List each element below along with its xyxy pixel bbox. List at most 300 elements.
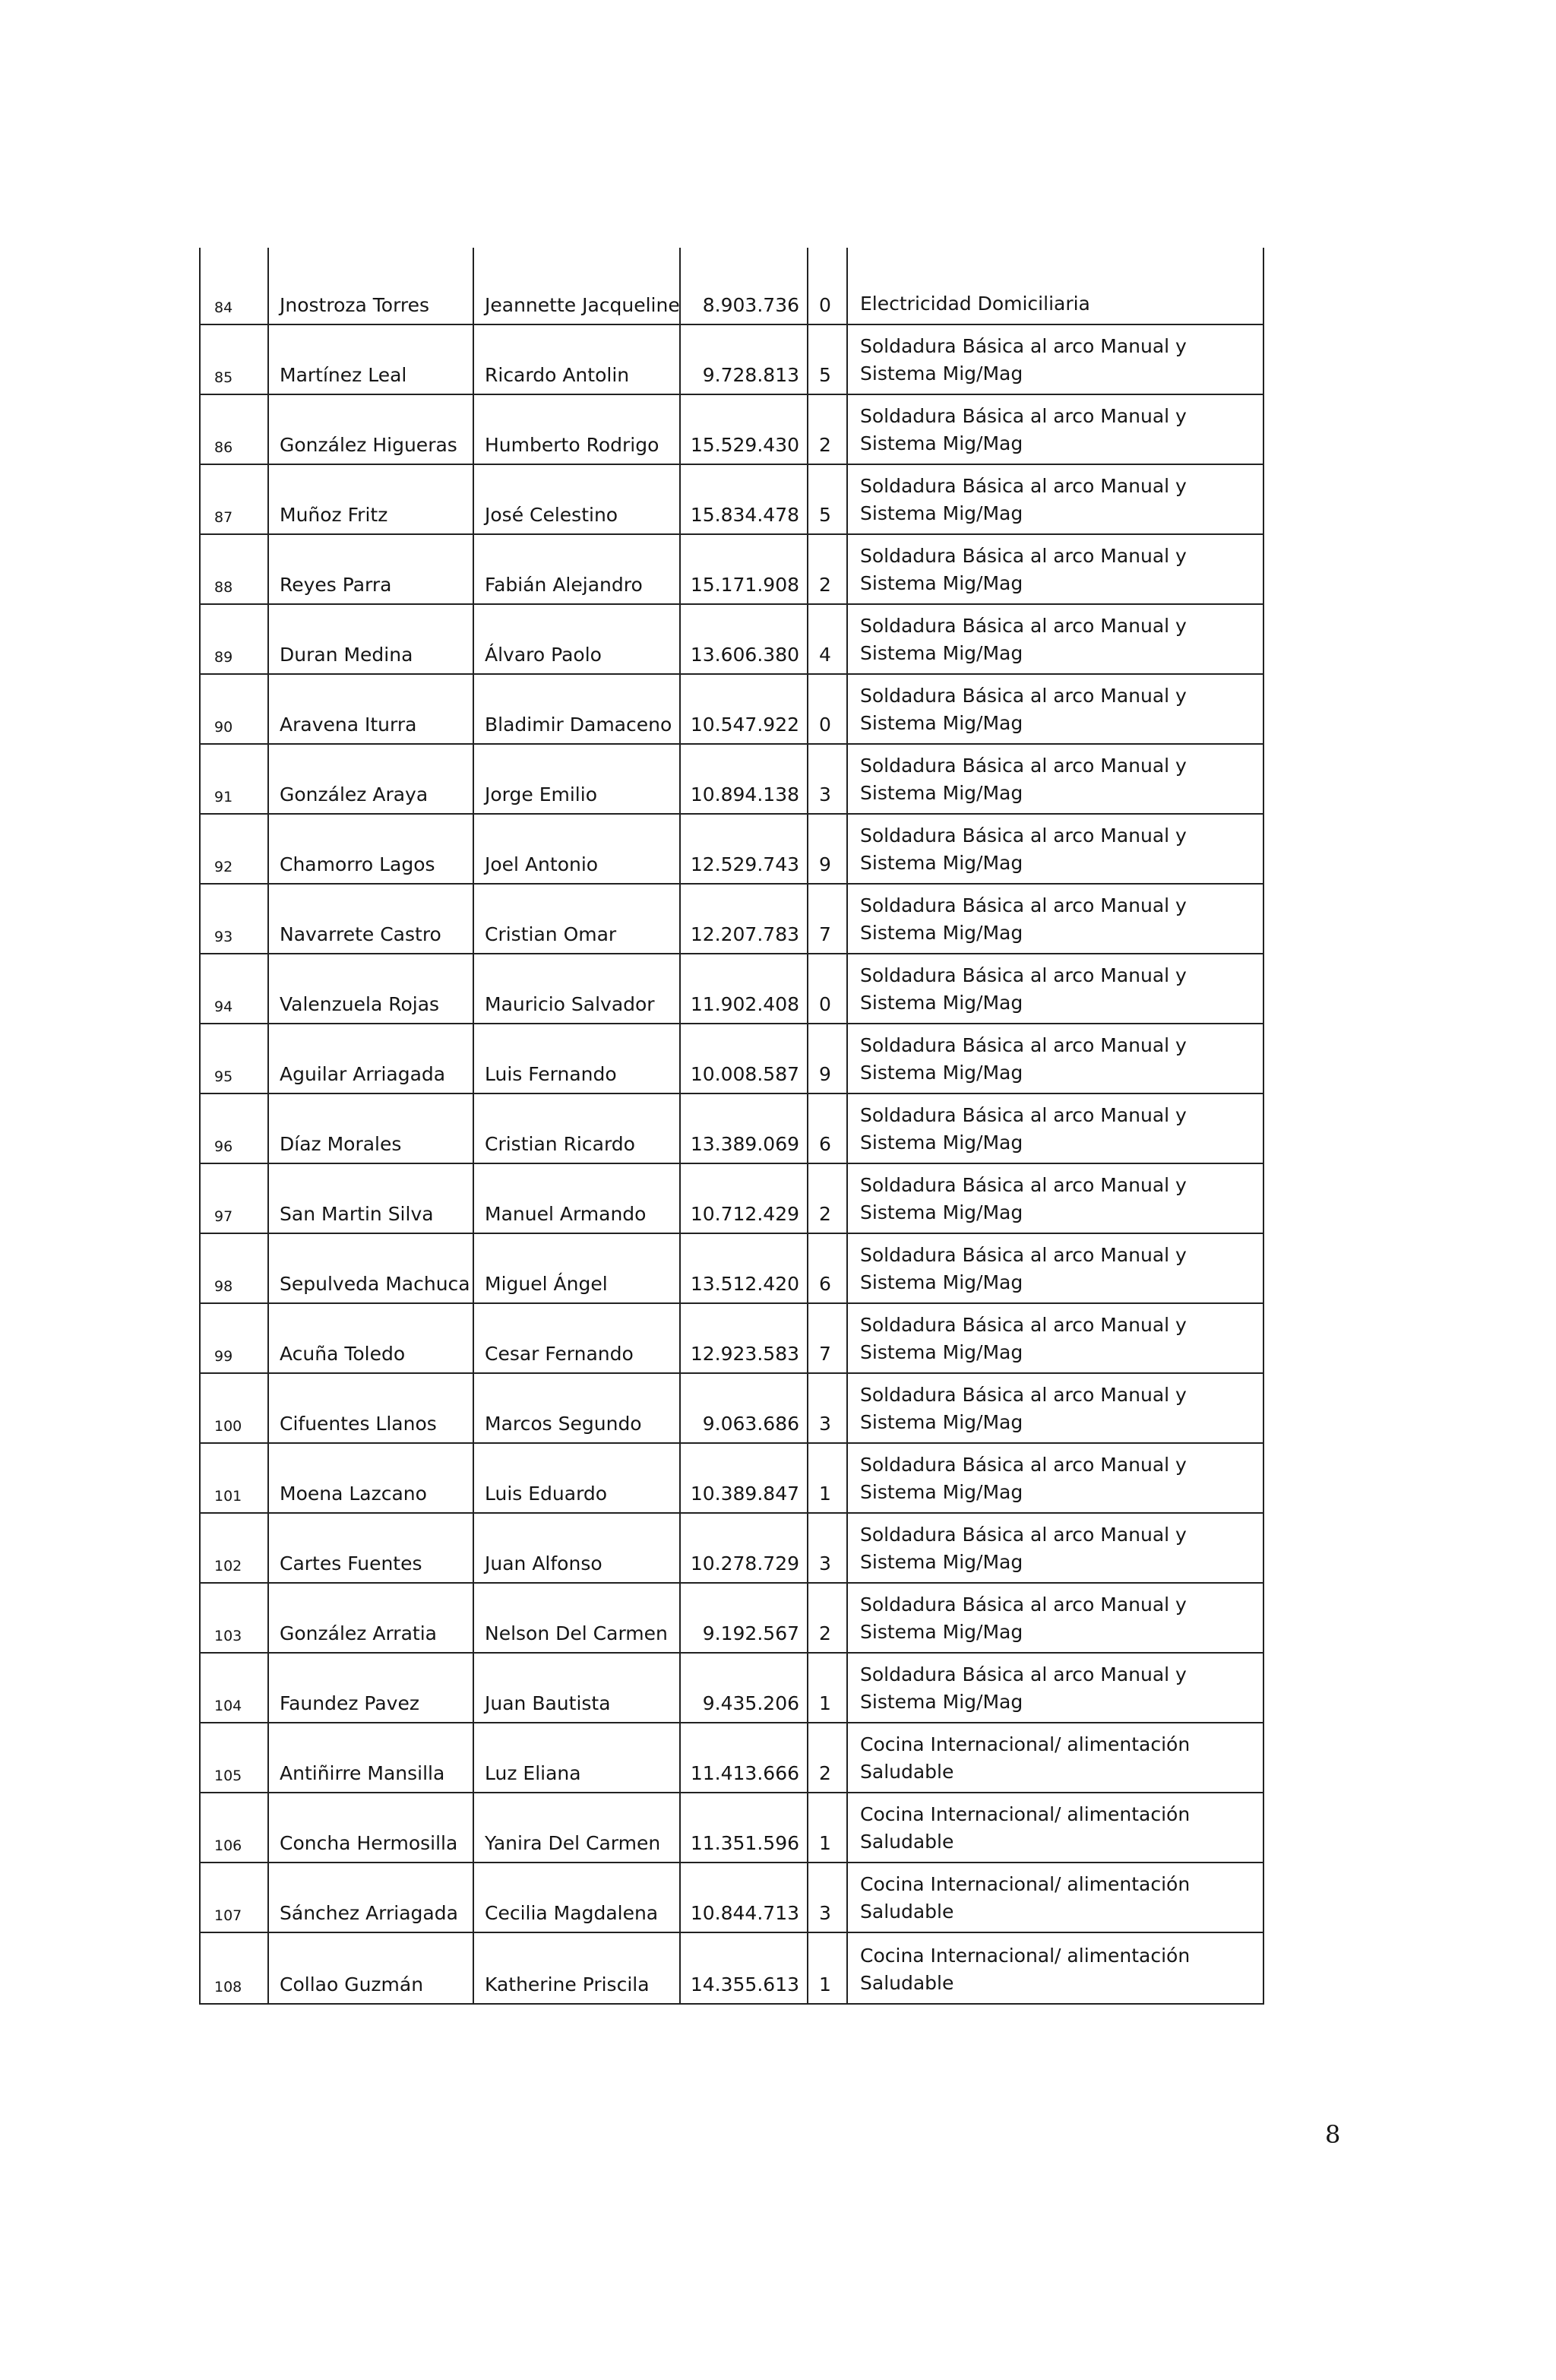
last-name-column-cell bbox=[269, 1024, 474, 1093]
table-row bbox=[201, 1024, 1263, 1094]
first-name-column-cell bbox=[474, 675, 681, 743]
row-number: 84 bbox=[214, 299, 233, 316]
row-number: 87 bbox=[214, 509, 233, 526]
last-name-cell: Díaz Morales bbox=[280, 1133, 402, 1155]
last-name-cell: Cartes Fuentes bbox=[280, 1552, 422, 1575]
row-number bbox=[201, 395, 269, 464]
last-name-cell: González Arratia bbox=[280, 1622, 437, 1644]
first-name-cell: Luis Eduardo bbox=[485, 1483, 608, 1505]
rut-column-cell bbox=[681, 535, 808, 603]
rut-cell: 14.355.613 bbox=[690, 1973, 799, 1995]
course-cell: Soldadura Básica al arco Manual y Sistema Mig/Mag bbox=[860, 1174, 1187, 1223]
check-digit-cell: 1 bbox=[819, 1692, 831, 1714]
row-number: 97 bbox=[214, 1208, 233, 1225]
row-number: 98 bbox=[214, 1278, 233, 1295]
check-digit-cell: 9 bbox=[819, 853, 831, 875]
course-cell: Soldadura Básica al arco Manual y Sistema Mig/Mag bbox=[860, 1104, 1187, 1154]
course-column-cell bbox=[848, 1374, 1263, 1442]
row-number: 106 bbox=[214, 1837, 242, 1854]
course-cell: Soldadura Básica al arco Manual y Sistema Mig/Mag bbox=[860, 894, 1187, 944]
last-name-column-cell bbox=[269, 1374, 474, 1442]
check-digit-column-cell bbox=[808, 954, 848, 1023]
rut-cell: 12.207.783 bbox=[690, 923, 799, 945]
check-digit-column-cell bbox=[808, 1793, 848, 1862]
row-number: 104 bbox=[214, 1698, 242, 1714]
table-row bbox=[201, 465, 1263, 535]
last-name-column-cell bbox=[269, 1304, 474, 1372]
rut-cell: 10.389.847 bbox=[690, 1483, 799, 1505]
last-name-column-cell bbox=[269, 1654, 474, 1722]
check-digit-column-cell bbox=[808, 465, 848, 533]
table-row bbox=[201, 1584, 1263, 1654]
row-number bbox=[201, 465, 269, 533]
rut-column-cell bbox=[681, 1793, 808, 1862]
course-column-cell bbox=[848, 1234, 1263, 1302]
last-name-column-cell bbox=[269, 395, 474, 464]
last-name-cell: González Araya bbox=[280, 783, 429, 805]
row-number: 105 bbox=[214, 1768, 242, 1784]
course-cell: Soldadura Básica al arco Manual y Sistema Mig/Mag bbox=[860, 405, 1187, 454]
course-cell: Soldadura Básica al arco Manual y Sistema Mig/Mag bbox=[860, 545, 1187, 594]
table-row bbox=[201, 1514, 1263, 1584]
first-name-column-cell bbox=[474, 1444, 681, 1512]
check-digit-cell: 1 bbox=[819, 1483, 831, 1505]
row-number bbox=[201, 1793, 269, 1862]
rut-cell: 11.902.408 bbox=[690, 993, 799, 1015]
first-name-cell: Fabián Alejandro bbox=[485, 574, 643, 596]
last-name-cell: Cifuentes Llanos bbox=[280, 1413, 437, 1435]
rut-cell: 11.351.596 bbox=[690, 1832, 799, 1854]
rut-cell: 10.844.713 bbox=[690, 1902, 799, 1924]
last-name-column-cell bbox=[269, 885, 474, 953]
course-column-cell bbox=[848, 745, 1263, 813]
check-digit-cell: 0 bbox=[819, 294, 831, 316]
check-digit-cell: 2 bbox=[819, 574, 831, 596]
course-cell: Soldadura Básica al arco Manual y Sistema Mig/Mag bbox=[860, 615, 1187, 664]
row-number bbox=[201, 535, 269, 603]
course-cell: Soldadura Básica al arco Manual y Sistema Mig/Mag bbox=[860, 1524, 1187, 1573]
table-row bbox=[201, 1793, 1263, 1863]
first-name-cell: Álvaro Paolo bbox=[485, 644, 602, 666]
course-column-cell bbox=[848, 465, 1263, 533]
course-column-cell bbox=[848, 675, 1263, 743]
first-name-cell: Juan Bautista bbox=[485, 1692, 611, 1714]
last-name-cell: Aravena Iturra bbox=[280, 714, 417, 736]
rut-column-cell bbox=[681, 1234, 808, 1302]
table-row bbox=[201, 605, 1263, 675]
check-digit-column-cell bbox=[808, 1094, 848, 1163]
row-number: 85 bbox=[214, 369, 233, 386]
table-row bbox=[201, 745, 1263, 815]
last-name-cell: Martínez Leal bbox=[280, 364, 407, 386]
check-digit-cell: 2 bbox=[819, 1762, 831, 1784]
first-name-column-cell bbox=[474, 1374, 681, 1442]
rut-column-cell bbox=[681, 1933, 808, 2003]
page-number: 8 bbox=[1325, 2120, 1341, 2149]
row-number: 107 bbox=[214, 1907, 242, 1924]
first-name-cell: Miguel Ángel bbox=[485, 1273, 608, 1295]
table-row bbox=[201, 395, 1263, 465]
row-number bbox=[201, 885, 269, 953]
row-number: 93 bbox=[214, 929, 233, 945]
check-digit-column-cell bbox=[808, 248, 848, 324]
first-name-column-cell bbox=[474, 1793, 681, 1862]
table-row bbox=[201, 325, 1263, 395]
row-number bbox=[201, 1304, 269, 1372]
rut-cell: 15.834.478 bbox=[690, 504, 799, 526]
check-digit-cell: 7 bbox=[819, 923, 831, 945]
course-cell: Soldadura Básica al arco Manual y Sistema Mig/Mag bbox=[860, 475, 1187, 524]
row-number: 101 bbox=[214, 1488, 242, 1505]
row-number bbox=[201, 1094, 269, 1163]
check-digit-column-cell bbox=[808, 1863, 848, 1932]
rut-cell: 10.008.587 bbox=[690, 1063, 799, 1085]
course-column-cell bbox=[848, 535, 1263, 603]
first-name-column-cell bbox=[474, 1723, 681, 1792]
table-row bbox=[201, 954, 1263, 1024]
rut-column-cell bbox=[681, 815, 808, 883]
first-name-cell: Jeannette Jacqueline bbox=[485, 294, 680, 316]
check-digit-cell: 7 bbox=[819, 1343, 831, 1365]
first-name-cell: Jorge Emilio bbox=[485, 783, 597, 805]
row-number bbox=[201, 1863, 269, 1932]
course-cell: Soldadura Básica al arco Manual y Sistema Mig/Mag bbox=[860, 1594, 1187, 1643]
check-digit-column-cell bbox=[808, 1444, 848, 1512]
check-digit-column-cell bbox=[808, 1514, 848, 1582]
check-digit-cell: 3 bbox=[819, 1552, 831, 1575]
course-cell: Cocina Internacional/ alimentación Saludable bbox=[860, 1945, 1191, 1994]
last-name-cell: Navarrete Castro bbox=[280, 923, 441, 945]
row-number bbox=[201, 248, 269, 324]
row-number: 103 bbox=[214, 1628, 242, 1644]
row-number: 95 bbox=[214, 1068, 233, 1085]
check-digit-column-cell bbox=[808, 1374, 848, 1442]
last-name-column-cell bbox=[269, 1514, 474, 1582]
first-name-column-cell bbox=[474, 248, 681, 324]
course-cell: Cocina Internacional/ alimentación Saludable bbox=[860, 1873, 1191, 1923]
check-digit-cell: 6 bbox=[819, 1133, 831, 1155]
first-name-cell: Joel Antonio bbox=[485, 853, 599, 875]
row-number bbox=[201, 1933, 269, 2003]
row-number: 86 bbox=[214, 439, 233, 456]
check-digit-cell: 0 bbox=[819, 714, 831, 736]
first-name-cell: Juan Alfonso bbox=[485, 1552, 602, 1575]
last-name-cell: Acuña Toledo bbox=[280, 1343, 406, 1365]
table-row bbox=[201, 1444, 1263, 1514]
first-name-column-cell bbox=[474, 815, 681, 883]
last-name-column-cell bbox=[269, 954, 474, 1023]
last-name-cell: González Higueras bbox=[280, 434, 457, 456]
course-column-cell bbox=[848, 325, 1263, 394]
check-digit-column-cell bbox=[808, 885, 848, 953]
table-row bbox=[201, 248, 1263, 325]
check-digit-cell: 2 bbox=[819, 1203, 831, 1225]
course-cell: Soldadura Básica al arco Manual y Sistema Mig/Mag bbox=[860, 1034, 1187, 1084]
first-name-column-cell bbox=[474, 535, 681, 603]
check-digit-column-cell bbox=[808, 675, 848, 743]
check-digit-column-cell bbox=[808, 1024, 848, 1093]
last-name-column-cell bbox=[269, 1863, 474, 1932]
course-column-cell bbox=[848, 1793, 1263, 1862]
check-digit-cell: 3 bbox=[819, 783, 831, 805]
last-name-column-cell bbox=[269, 325, 474, 394]
rut-column-cell bbox=[681, 395, 808, 464]
first-name-cell: José Celestino bbox=[485, 504, 618, 526]
first-name-column-cell bbox=[474, 954, 681, 1023]
last-name-cell: Sánchez Arriagada bbox=[280, 1902, 458, 1924]
course-column-cell bbox=[848, 1304, 1263, 1372]
course-column-cell bbox=[848, 954, 1263, 1023]
table-row bbox=[201, 815, 1263, 885]
last-name-cell: Aguilar Arriagada bbox=[280, 1063, 446, 1085]
last-name-column-cell bbox=[269, 248, 474, 324]
course-cell: Cocina Internacional/ alimentación Saludable bbox=[860, 1733, 1191, 1783]
course-column-cell bbox=[848, 1024, 1263, 1093]
first-name-cell: Katherine Priscila bbox=[485, 1973, 650, 1995]
rut-cell: 12.529.743 bbox=[690, 853, 799, 875]
check-digit-cell: 1 bbox=[819, 1832, 831, 1854]
check-digit-cell: 6 bbox=[819, 1273, 831, 1295]
first-name-column-cell bbox=[474, 745, 681, 813]
first-name-column-cell bbox=[474, 885, 681, 953]
row-number: 88 bbox=[214, 579, 233, 596]
rut-column-cell bbox=[681, 1514, 808, 1582]
check-digit-column-cell bbox=[808, 1234, 848, 1302]
first-name-cell: Ricardo Antolin bbox=[485, 364, 630, 386]
first-name-column-cell bbox=[474, 1024, 681, 1093]
first-name-column-cell bbox=[474, 605, 681, 673]
table-row bbox=[201, 1863, 1263, 1933]
rut-column-cell bbox=[681, 325, 808, 394]
course-column-cell bbox=[848, 1094, 1263, 1163]
first-name-cell: Cristian Ricardo bbox=[485, 1133, 635, 1155]
row-number bbox=[201, 675, 269, 743]
check-digit-column-cell bbox=[808, 535, 848, 603]
rut-column-cell bbox=[681, 1024, 808, 1093]
first-name-column-cell bbox=[474, 1584, 681, 1652]
course-cell: Soldadura Básica al arco Manual y Sistema Mig/Mag bbox=[860, 755, 1187, 804]
last-name-column-cell bbox=[269, 675, 474, 743]
table-row bbox=[201, 1234, 1263, 1304]
rut-column-cell bbox=[681, 675, 808, 743]
rut-cell: 11.413.666 bbox=[690, 1762, 799, 1784]
last-name-cell: Sepulveda Machuca bbox=[280, 1273, 470, 1295]
last-name-column-cell bbox=[269, 1094, 474, 1163]
table-row bbox=[201, 1304, 1263, 1374]
rut-column-cell bbox=[681, 248, 808, 324]
first-name-column-cell bbox=[474, 395, 681, 464]
rut-column-cell bbox=[681, 1723, 808, 1792]
first-name-cell: Luz Eliana bbox=[485, 1762, 581, 1784]
row-number bbox=[201, 1024, 269, 1093]
course-column-cell bbox=[848, 1164, 1263, 1233]
check-digit-column-cell bbox=[808, 1304, 848, 1372]
first-name-column-cell bbox=[474, 465, 681, 533]
row-number bbox=[201, 1654, 269, 1722]
last-name-column-cell bbox=[269, 1723, 474, 1792]
first-name-cell: Humberto Rodrigo bbox=[485, 434, 659, 456]
check-digit-column-cell bbox=[808, 1584, 848, 1652]
check-digit-cell: 4 bbox=[819, 644, 831, 666]
rut-cell: 10.547.922 bbox=[690, 714, 799, 736]
last-name-column-cell bbox=[269, 1584, 474, 1652]
last-name-column-cell bbox=[269, 1234, 474, 1302]
first-name-cell: Cristian Omar bbox=[485, 923, 617, 945]
last-name-column-cell bbox=[269, 1933, 474, 2003]
course-column-cell bbox=[848, 395, 1263, 464]
row-number: 94 bbox=[214, 999, 233, 1015]
course-column-cell bbox=[848, 1444, 1263, 1512]
first-name-column-cell bbox=[474, 1234, 681, 1302]
course-column-cell bbox=[848, 885, 1263, 953]
first-name-cell: Marcos Segundo bbox=[485, 1413, 642, 1435]
last-name-cell: Collao Guzmán bbox=[280, 1973, 424, 1995]
first-name-column-cell bbox=[474, 1654, 681, 1722]
course-cell: Soldadura Básica al arco Manual y Sistema Mig/Mag bbox=[860, 1384, 1187, 1433]
check-digit-column-cell bbox=[808, 1164, 848, 1233]
first-name-column-cell bbox=[474, 1863, 681, 1932]
row-number bbox=[201, 815, 269, 883]
course-cell: Soldadura Básica al arco Manual y Sistema Mig/Mag bbox=[860, 824, 1187, 874]
course-cell: Electricidad Domiciliaria bbox=[860, 293, 1090, 315]
first-name-column-cell bbox=[474, 1164, 681, 1233]
row-number: 100 bbox=[214, 1418, 242, 1435]
row-number bbox=[201, 1514, 269, 1582]
course-column-cell bbox=[848, 1723, 1263, 1792]
first-name-cell: Bladimir Damaceno bbox=[485, 714, 672, 736]
last-name-column-cell bbox=[269, 535, 474, 603]
last-name-cell: Concha Hermosilla bbox=[280, 1832, 458, 1854]
course-column-cell bbox=[848, 1933, 1263, 2003]
first-name-column-cell bbox=[474, 325, 681, 394]
last-name-cell: Antiñirre Mansilla bbox=[280, 1762, 445, 1784]
row-number bbox=[201, 954, 269, 1023]
row-number: 89 bbox=[214, 649, 233, 666]
check-digit-cell: 2 bbox=[819, 434, 831, 456]
check-digit-column-cell bbox=[808, 605, 848, 673]
rut-cell: 13.512.420 bbox=[690, 1273, 799, 1295]
check-digit-cell: 2 bbox=[819, 1622, 831, 1644]
course-cell: Soldadura Básica al arco Manual y Sistema Mig/Mag bbox=[860, 335, 1187, 385]
row-number: 90 bbox=[214, 719, 233, 736]
table-row bbox=[201, 1654, 1263, 1723]
course-cell: Cocina Internacional/ alimentación Saludable bbox=[860, 1803, 1191, 1853]
rut-column-cell bbox=[681, 885, 808, 953]
last-name-cell: Faundez Pavez bbox=[280, 1692, 419, 1714]
first-name-cell: Nelson Del Carmen bbox=[485, 1622, 668, 1644]
row-number bbox=[201, 325, 269, 394]
rut-cell: 8.903.736 bbox=[702, 294, 799, 316]
rut-column-cell bbox=[681, 745, 808, 813]
first-name-cell: Luis Fernando bbox=[485, 1063, 617, 1085]
rut-cell: 10.278.729 bbox=[690, 1552, 799, 1575]
check-digit-cell: 3 bbox=[819, 1902, 831, 1924]
check-digit-column-cell bbox=[808, 395, 848, 464]
check-digit-cell: 9 bbox=[819, 1063, 831, 1085]
row-number bbox=[201, 1723, 269, 1792]
last-name-cell: Duran Medina bbox=[280, 644, 413, 666]
rut-cell: 10.894.138 bbox=[690, 783, 799, 805]
last-name-column-cell bbox=[269, 1793, 474, 1862]
row-number: 108 bbox=[214, 1979, 242, 1995]
rut-column-cell bbox=[681, 1584, 808, 1652]
course-cell: Soldadura Básica al arco Manual y Sistema Mig/Mag bbox=[860, 685, 1187, 734]
rut-cell: 9.192.567 bbox=[702, 1622, 799, 1644]
rut-cell: 15.171.908 bbox=[690, 574, 799, 596]
rut-column-cell bbox=[681, 1863, 808, 1932]
row-number bbox=[201, 1584, 269, 1652]
rut-cell: 9.063.686 bbox=[702, 1413, 799, 1435]
check-digit-column-cell bbox=[808, 1933, 848, 2003]
course-cell: Soldadura Básica al arco Manual y Sistema Mig/Mag bbox=[860, 1663, 1187, 1713]
first-name-column-cell bbox=[474, 1094, 681, 1163]
course-cell: Soldadura Básica al arco Manual y Sistema Mig/Mag bbox=[860, 1244, 1187, 1293]
rut-column-cell bbox=[681, 1164, 808, 1233]
last-name-column-cell bbox=[269, 1444, 474, 1512]
table-row bbox=[201, 1933, 1263, 2003]
row-number bbox=[201, 745, 269, 813]
last-name-column-cell bbox=[269, 815, 474, 883]
row-number: 102 bbox=[214, 1558, 242, 1575]
rut-column-cell bbox=[681, 954, 808, 1023]
last-name-cell: Valenzuela Rojas bbox=[280, 993, 440, 1015]
rut-cell: 12.923.583 bbox=[690, 1343, 799, 1365]
table-row bbox=[201, 535, 1263, 605]
check-digit-column-cell bbox=[808, 815, 848, 883]
rut-column-cell bbox=[681, 1444, 808, 1512]
row-number: 92 bbox=[214, 859, 233, 875]
course-cell: Soldadura Básica al arco Manual y Sistema Mig/Mag bbox=[860, 1454, 1187, 1503]
course-column-cell bbox=[848, 605, 1263, 673]
last-name-column-cell bbox=[269, 1164, 474, 1233]
table-row bbox=[201, 1164, 1263, 1234]
check-digit-column-cell bbox=[808, 1723, 848, 1792]
last-name-cell: San Martin Silva bbox=[280, 1203, 434, 1225]
table-row bbox=[201, 1374, 1263, 1444]
course-cell: Soldadura Básica al arco Manual y Sistema Mig/Mag bbox=[860, 964, 1187, 1014]
last-name-column-cell bbox=[269, 465, 474, 533]
first-name-column-cell bbox=[474, 1304, 681, 1372]
rut-column-cell bbox=[681, 1374, 808, 1442]
course-column-cell bbox=[848, 248, 1263, 324]
table-row bbox=[201, 1723, 1263, 1793]
first-name-cell: Mauricio Salvador bbox=[485, 993, 655, 1015]
check-digit-column-cell bbox=[808, 325, 848, 394]
last-name-column-cell bbox=[269, 745, 474, 813]
course-cell: Soldadura Básica al arco Manual y Sistema Mig/Mag bbox=[860, 1314, 1187, 1363]
first-name-cell: Cecilia Magdalena bbox=[485, 1902, 659, 1924]
rut-column-cell bbox=[681, 605, 808, 673]
row-number bbox=[201, 605, 269, 673]
participants-table bbox=[199, 248, 1264, 2005]
last-name-cell: Muñoz Fritz bbox=[280, 504, 388, 526]
rut-column-cell bbox=[681, 465, 808, 533]
table-row bbox=[201, 675, 1263, 745]
rut-column-cell bbox=[681, 1304, 808, 1372]
last-name-column-cell bbox=[269, 605, 474, 673]
rut-cell: 9.728.813 bbox=[702, 364, 799, 386]
first-name-column-cell bbox=[474, 1514, 681, 1582]
course-column-cell bbox=[848, 815, 1263, 883]
table-row bbox=[201, 885, 1263, 954]
rut-column-cell bbox=[681, 1094, 808, 1163]
first-name-cell: Manuel Armando bbox=[485, 1203, 647, 1225]
check-digit-column-cell bbox=[808, 1654, 848, 1722]
check-digit-cell: 0 bbox=[819, 993, 831, 1015]
check-digit-cell: 1 bbox=[819, 1973, 831, 1995]
table-row bbox=[201, 1094, 1263, 1164]
row-number: 91 bbox=[214, 789, 233, 805]
